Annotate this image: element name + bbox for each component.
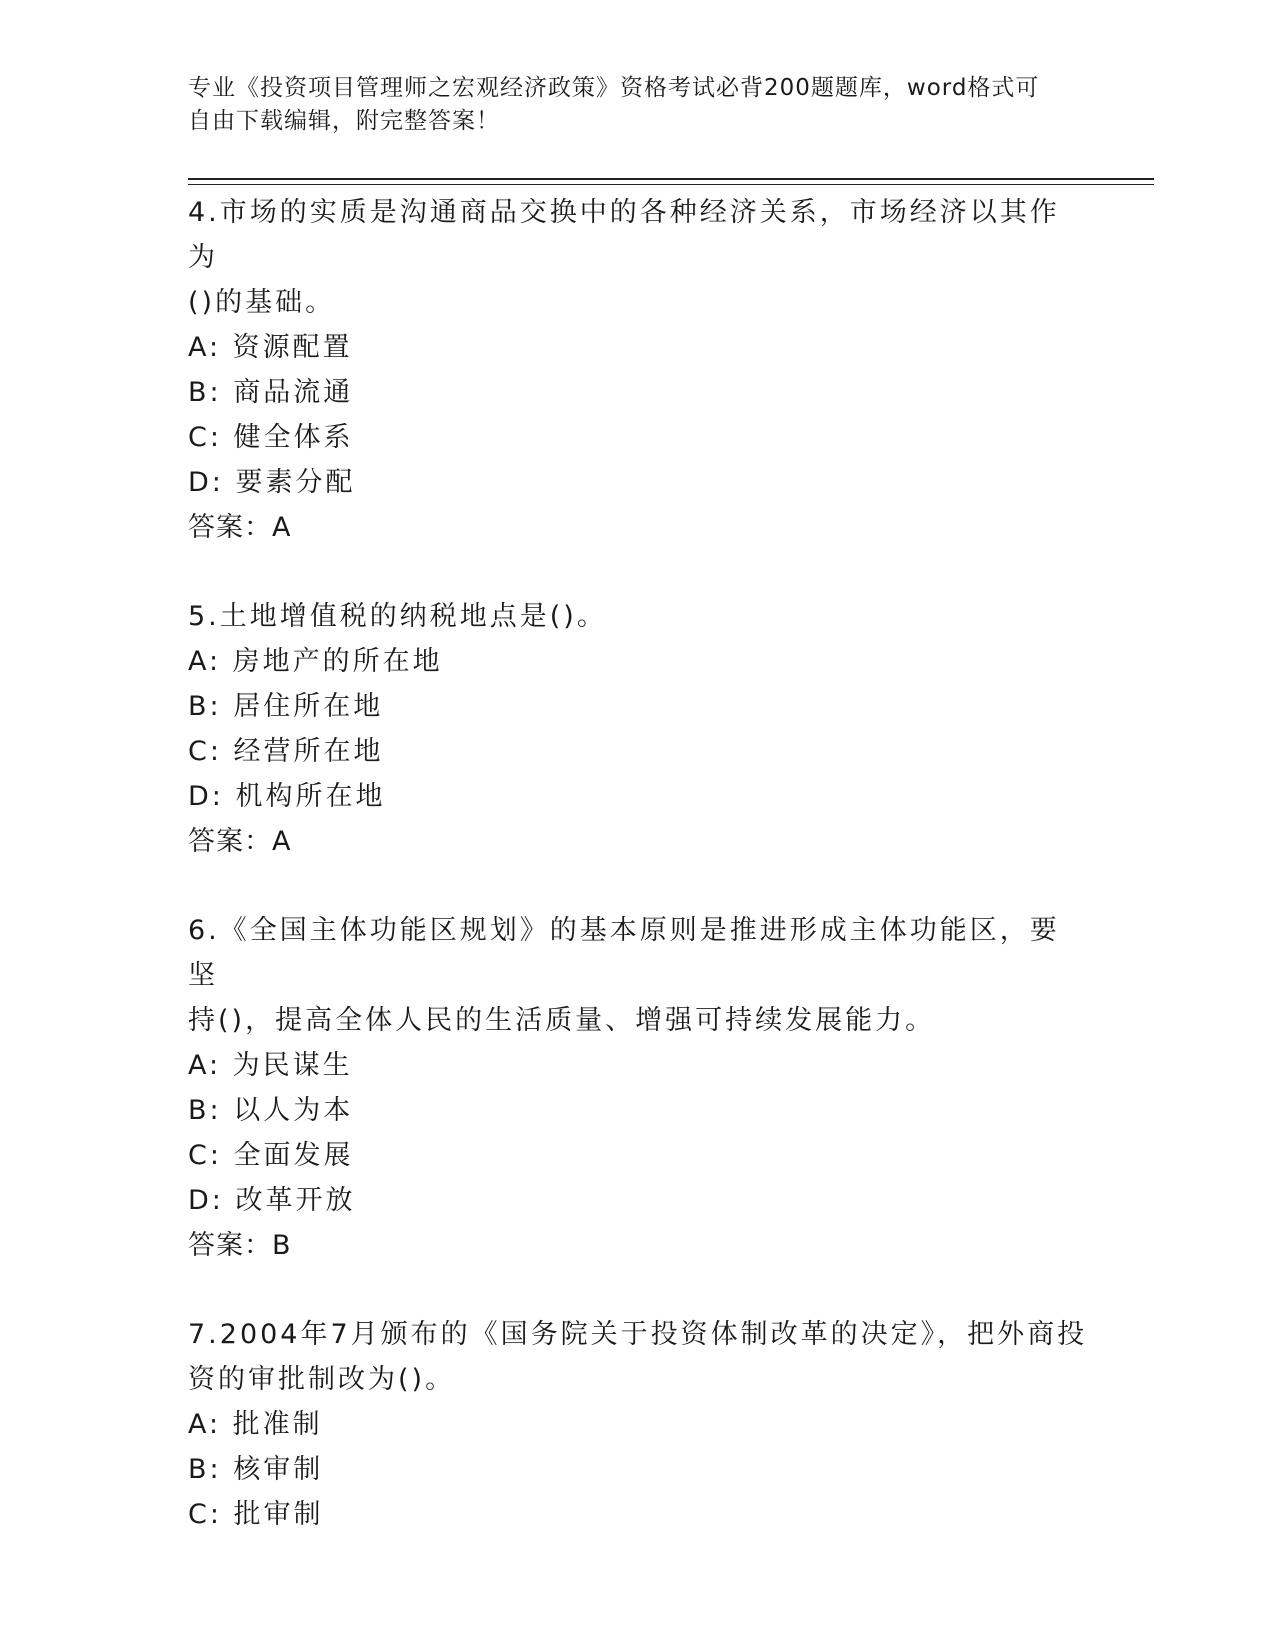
option-b: B: 居住所在地 bbox=[188, 691, 384, 722]
header-title-line-1: 专业《投资项目管理师之宏观经济政策》资格考试必背200题题库，word格式可 bbox=[188, 75, 1040, 101]
answer: 答案：A bbox=[188, 512, 292, 543]
option-c: C: 全面发展 bbox=[188, 1140, 354, 1171]
option-c: C: 健全体系 bbox=[188, 422, 354, 453]
question-spacer bbox=[188, 1268, 1088, 1312]
question-stem: 4.市场的实质是沟通商品交换中的各种经济关系，市场经济以其作为 bbox=[188, 197, 1060, 273]
option-a: A: 资源配置 bbox=[188, 332, 353, 363]
question-list bbox=[188, 190, 1088, 1537]
header-title-line-2: 自由下载编辑，附完整答案！ bbox=[188, 108, 500, 134]
option-b: B: 以人为本 bbox=[188, 1095, 354, 1126]
question-spacer bbox=[188, 550, 1088, 594]
header-divider-thick bbox=[188, 178, 1154, 180]
option-d: D: 改革开放 bbox=[188, 1185, 356, 1216]
answer: 答案：B bbox=[188, 1230, 292, 1261]
option-c: C: 经营所在地 bbox=[188, 736, 384, 767]
option-a: A: 为民谋生 bbox=[188, 1050, 353, 1081]
question-stem: 6.《全国主体功能区规划》的基本原则是推进形成主体功能区，要坚 bbox=[188, 915, 1060, 991]
option-a: A: 房地产的所在地 bbox=[188, 646, 443, 677]
header-divider-thin bbox=[188, 184, 1154, 185]
question-stem-continued: 资的审批制改为()。 bbox=[188, 1364, 456, 1395]
question-stem-continued: 持()，提高全体人民的生活质量、增强可持续发展能力。 bbox=[188, 1005, 936, 1036]
option-b: B: 商品流通 bbox=[188, 377, 354, 408]
option-d: D: 机构所在地 bbox=[188, 781, 386, 812]
answer: 答案：A bbox=[188, 826, 292, 857]
question-6 bbox=[188, 908, 1088, 1268]
option-c: C: 批审制 bbox=[188, 1499, 324, 1530]
question-stem-continued: ()的基础。 bbox=[188, 287, 336, 318]
question-7 bbox=[188, 1312, 1088, 1537]
question-4 bbox=[188, 190, 1088, 550]
question-spacer bbox=[188, 864, 1088, 908]
option-d: D: 要素分配 bbox=[188, 467, 356, 498]
question-5 bbox=[188, 594, 1088, 864]
question-stem: 7.2004年7月颁布的《国务院关于投资体制改革的决定》，把外商投 bbox=[188, 1319, 1088, 1350]
question-stem: 5.土地增值税的纳税地点是()。 bbox=[188, 601, 607, 632]
document-header bbox=[188, 72, 1088, 138]
option-a: A: 批准制 bbox=[188, 1409, 323, 1440]
option-b: B: 核审制 bbox=[188, 1454, 324, 1485]
